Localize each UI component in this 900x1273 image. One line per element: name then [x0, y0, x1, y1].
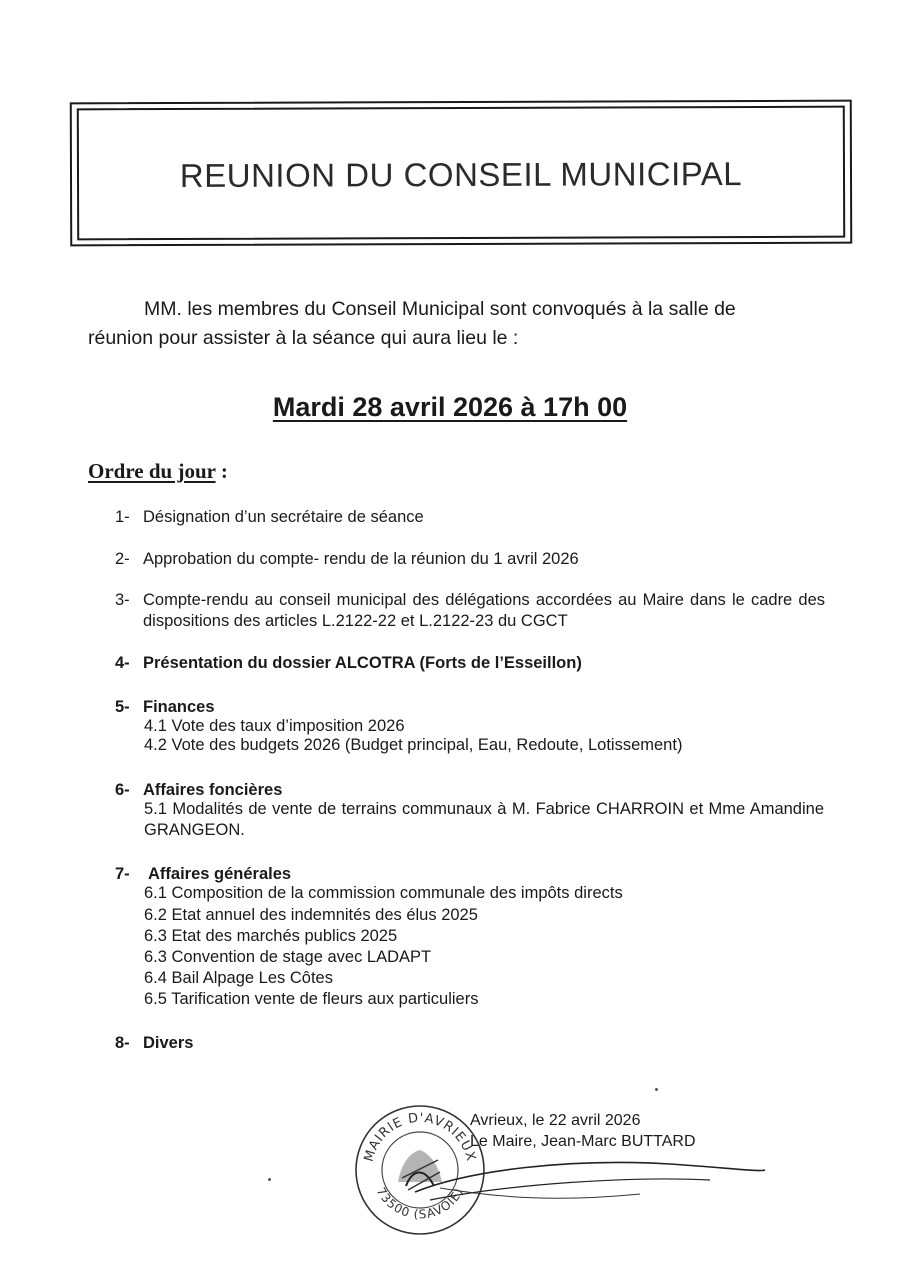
- signature-scribble-icon: [410, 1150, 770, 1210]
- speck: [655, 1088, 658, 1091]
- document-title: REUNION DU CONSEIL MUNICIPAL: [179, 155, 743, 194]
- agenda-heading-colon: :: [215, 459, 228, 483]
- agenda-heading: [88, 459, 228, 484]
- agenda-item-text: Compte-rendu au conseil municipal des délégations accordées au Maire dans le cadre des dispositions des articles L.2122-22 et L.2122-23 du CGCT: [143, 591, 825, 630]
- agenda-item-number: 8-: [115, 1034, 130, 1052]
- speck: [268, 1178, 271, 1181]
- agenda-subitem-5-1: 5.1 Modalités de vente de terrains communaux à M. Fabrice CHARROIN et Mme Amandine GRANGEON.: [144, 800, 824, 839]
- agenda-heading-text: Ordre du jour: [88, 459, 216, 483]
- agenda-subitem-6-2: 6.2 Etat annuel des indemnités des élus 2025: [144, 906, 478, 924]
- agenda-item-7: [115, 864, 825, 885]
- agenda-item-number: 5-: [115, 698, 130, 716]
- agenda-subitem-6-1: 6.1 Composition de la commission communale des impôts directs: [144, 884, 623, 902]
- stamp-top-text: MAIRIE D'AVRIEUX: [361, 1110, 479, 1164]
- agenda-item-text: Approbation du compte- rendu de la réunion du 1 avril 2026: [143, 550, 579, 568]
- agenda-item-text: Affaires générales: [148, 865, 292, 883]
- intro-line-2: réunion pour assister à la séance qui aura lieu le :: [88, 327, 519, 349]
- agenda-subitem-6-5: 6.5 Tarification vente de fleurs aux particuliers: [144, 990, 479, 1008]
- agenda-item-number: 6-: [115, 781, 130, 799]
- agenda-item-text: Désignation d’un secrétaire de séance: [143, 508, 424, 526]
- intro-paragraph: [88, 295, 818, 353]
- agenda-item-1: [115, 507, 825, 528]
- agenda-item-number: 1-: [115, 508, 130, 526]
- agenda-item-number: 2-: [115, 550, 130, 568]
- agenda-item-text: Présentation du dossier ALCOTRA (Forts de l’Esseillon): [143, 654, 582, 672]
- agenda-item-5: [115, 697, 825, 718]
- signature-block: [470, 1110, 696, 1152]
- agenda-item-6: [115, 780, 825, 801]
- agenda-item-text: Divers: [143, 1034, 194, 1052]
- agenda-item-text: Finances: [143, 698, 215, 716]
- title-frame-inner: [77, 106, 845, 241]
- agenda-subitem-6-3b: 6.3 Convention de stage avec LADAPT: [144, 948, 432, 966]
- agenda-subitem-6-3: 6.3 Etat des marchés publics 2025: [144, 927, 398, 945]
- intro-line-1: MM. les membres du Conseil Municipal sont convoqués à la salle de: [144, 298, 736, 320]
- signature-mayor: Le Maire, Jean-Marc BUTTARD: [470, 1133, 696, 1150]
- agenda-item-number: 7-: [115, 865, 130, 883]
- stamp-bottom-text: 73500 (SAVOIE): [373, 1184, 467, 1222]
- agenda-item-text: Affaires foncières: [143, 781, 283, 799]
- agenda-item-number: 4-: [115, 654, 130, 672]
- agenda-item-3: [115, 590, 825, 632]
- title-frame: [70, 100, 852, 247]
- agenda-subitem-4-2: 4.2 Vote des budgets 2026 (Budget principal, Eau, Redoute, Lotissement): [144, 736, 683, 754]
- agenda-item-number: 3-: [115, 591, 130, 609]
- agenda-subitem-4-1: 4.1 Vote des taux d’imposition 2026: [144, 717, 405, 735]
- signature-place-date: Avrieux, le 22 avril 2026: [470, 1112, 641, 1129]
- agenda-item-8: [115, 1033, 825, 1054]
- agenda-item-4: [115, 653, 825, 674]
- agenda-item-2: [115, 549, 825, 570]
- meeting-date: Mardi 28 avril 2026 à 17h 00: [272, 392, 628, 422]
- agenda-subitem-6-4: 6.4 Bail Alpage Les Côtes: [144, 969, 333, 987]
